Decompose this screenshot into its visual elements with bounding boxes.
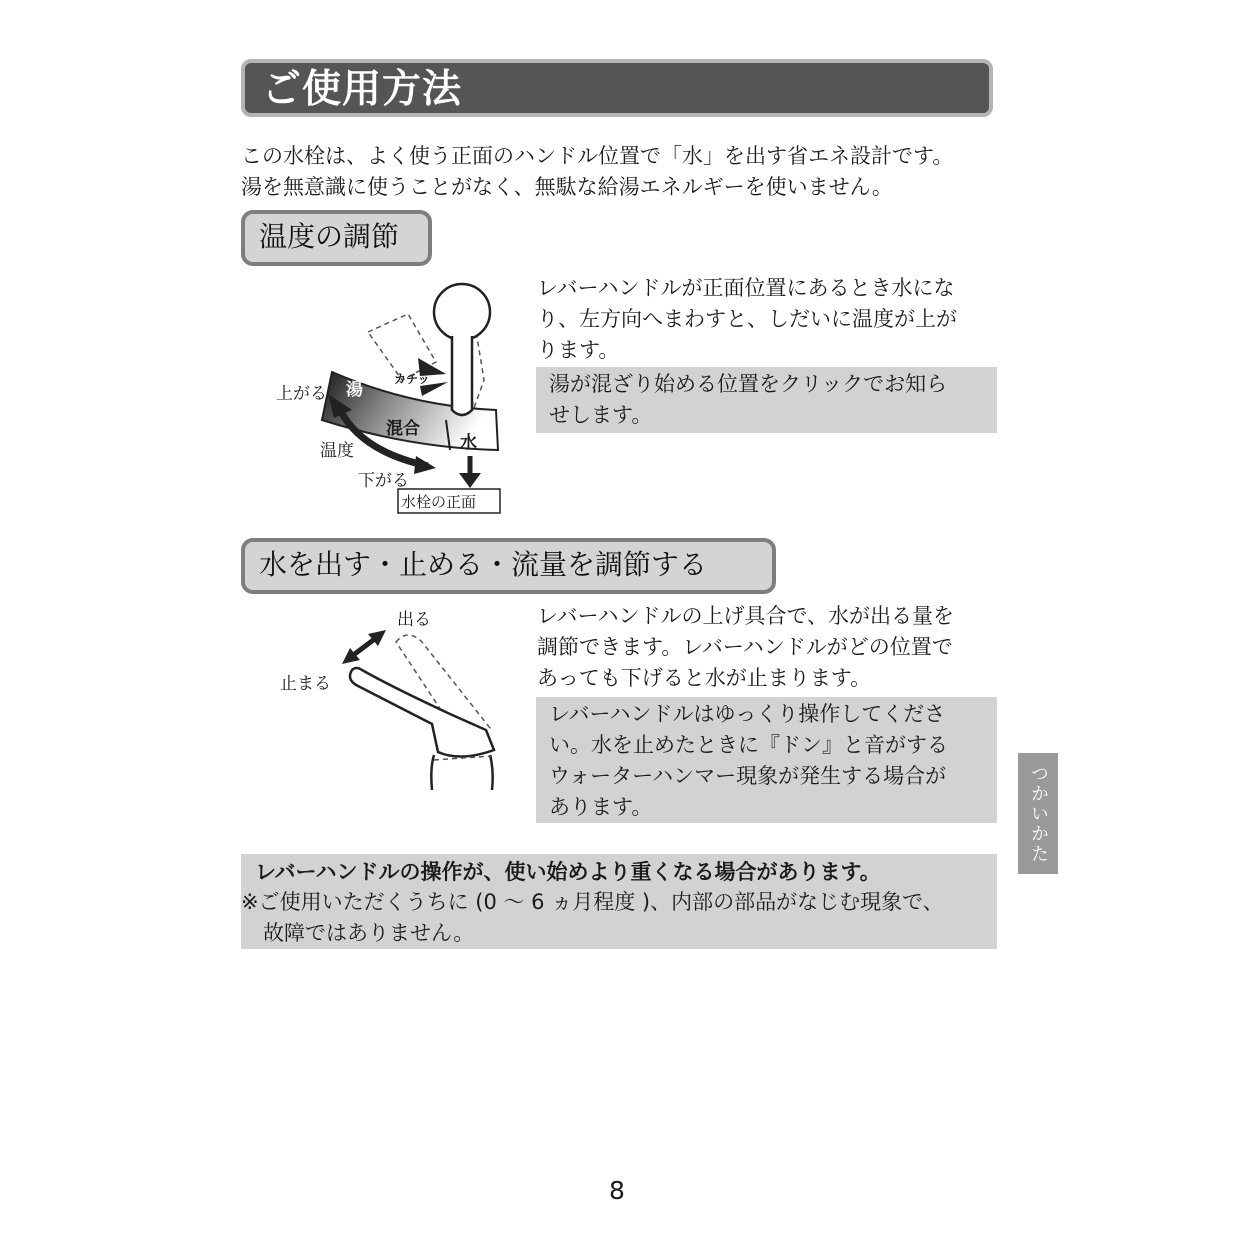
temperature-note-line-2: せします。 <box>549 403 653 427</box>
front-label: 水栓の正面 <box>401 493 477 511</box>
temp-label: 温度 <box>320 441 354 461</box>
lever-knob <box>434 284 490 340</box>
open-label: 出る <box>397 610 431 630</box>
temperature-note-line-1: 湯が混ざり始める位置をクリックでお知ら <box>549 372 948 396</box>
lever-lowered <box>350 668 494 757</box>
intro-line-1: この水栓は、よく使う正面のハンドル位置で「水」を出す省エネ設計です。 <box>241 144 954 168</box>
flow-text-line-1: レバーハンドルの上げ具合で、水が出る量を <box>537 604 955 628</box>
intro-text <box>241 141 953 203</box>
flow-note-line-4: あります。 <box>549 795 653 819</box>
click-label: カチッ <box>394 372 430 386</box>
temperature-note <box>536 367 997 433</box>
section-heading-flow <box>241 538 776 594</box>
temp-up-label: 上がる <box>276 384 327 404</box>
close-label: 止まる <box>280 674 331 694</box>
temperature-description <box>537 273 957 366</box>
water-label: 水 <box>460 433 477 453</box>
bottom-note-line-2: ※ご使用いただくうちに (0 ～ 6 ヵ月程度 )、内部の部品がなじむ現象で、 <box>241 890 944 914</box>
flow-note <box>536 697 997 823</box>
hot-label: 湯 <box>346 380 363 400</box>
temperature-text-line-2: り、左方向へまわすと、しだいに温度が上が <box>537 307 957 331</box>
flow-arrow-shaft <box>352 638 376 656</box>
mixed-label: 混合 <box>386 419 420 439</box>
temperature-text-line-3: ります。 <box>537 338 620 362</box>
flow-note-line-3: ウォーターハンマー現象が発生する場合が <box>549 764 947 788</box>
section-heading-flow-label: 水を出す・止める・流量を調節する <box>259 548 708 581</box>
front-arrow-head <box>459 473 481 488</box>
flow-text-line-3: あっても下げると水が止まります。 <box>537 666 872 690</box>
side-tab: つかいかた <box>1018 753 1058 874</box>
flow-description <box>537 601 954 694</box>
intro-line-2: 湯を無意識に使うことがなく、無駄な給湯エネルギーを使いません。 <box>241 175 893 199</box>
bottom-note-line-1: レバーハンドルの操作が、使い始めより重くなる場合があります。 <box>255 860 881 884</box>
page-title: ご使用方法 <box>262 67 463 112</box>
page-number: 8 <box>609 1176 625 1205</box>
bottom-note-line-3: 故障ではありません。 <box>263 921 475 945</box>
faucet-body-right <box>490 755 493 790</box>
temperature-text-line-1: レバーハンドルが正面位置にあるとき水にな <box>537 276 955 300</box>
section-heading-temperature-label: 温度の調節 <box>259 220 400 253</box>
flow-text-line-2: 調節できます。レバーハンドルがどの位置で <box>537 635 953 659</box>
temp-down-label: 下がる <box>358 471 409 491</box>
flow-note-line-1: レバーハンドルはゆっくり操作してくださ <box>549 702 946 726</box>
section-heading-temperature <box>241 210 432 266</box>
faucet-body <box>431 755 434 790</box>
flow-note-line-2: い。水を止めたときに『ドン』と音がする <box>549 733 948 757</box>
temperature-arrow-head-down <box>414 456 436 474</box>
lever-stem <box>452 336 472 415</box>
flow-diagram <box>330 620 510 800</box>
